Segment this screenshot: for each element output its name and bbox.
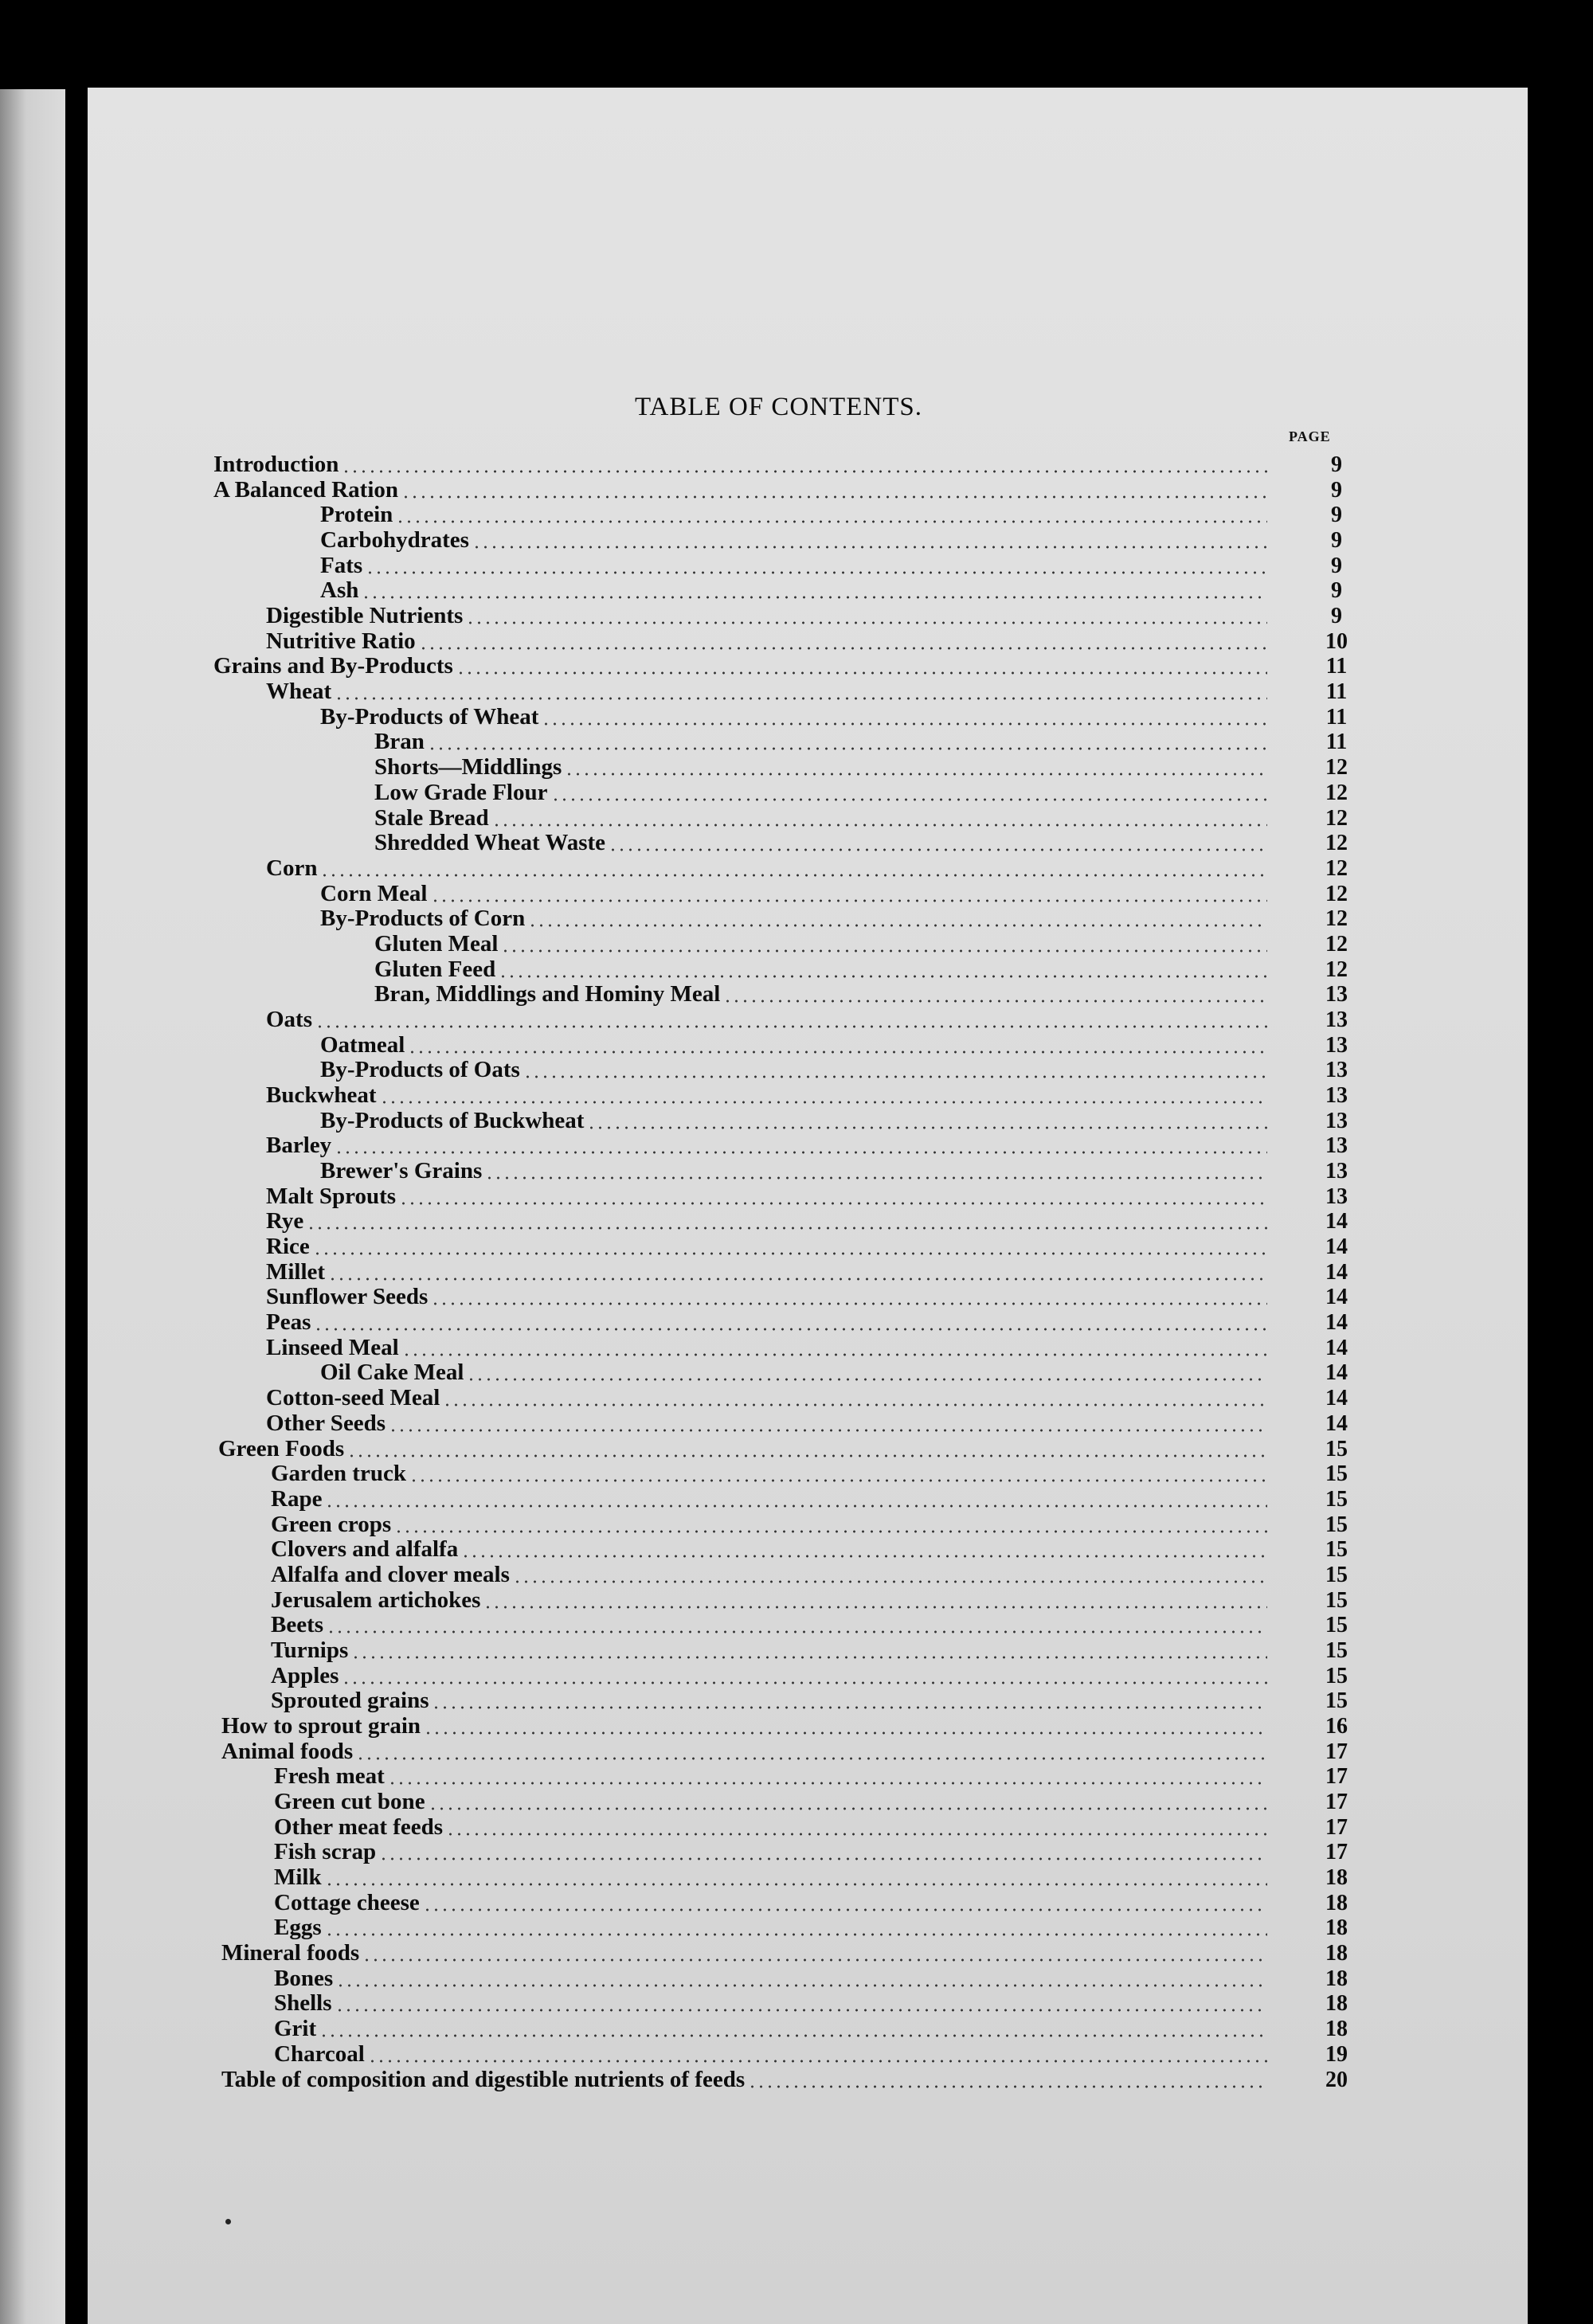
dot-leader [389, 1429, 1267, 1432]
dot-leader [485, 1176, 1267, 1180]
dot-leader [528, 924, 1267, 927]
toc-entry-page: 15 [1325, 1638, 1348, 1663]
dot-leader [379, 1857, 1267, 1860]
dot-leader [456, 671, 1267, 675]
toc-entry-label: Fresh meat [274, 1763, 385, 1789]
toc-entry-label: Fats [320, 553, 363, 578]
toc-entry-label: Bones [274, 1966, 334, 1991]
toc-entry-label: Stale Bread [374, 805, 489, 831]
toc-entry [266, 603, 1342, 629]
toc-entry-label: Oil Cake Meal [320, 1360, 464, 1385]
toc-entry-label: Carbohydrates [320, 527, 469, 553]
toc-entry [266, 1082, 1348, 1109]
dot-leader [483, 1606, 1267, 1609]
toc-entry-page: 9 [1331, 528, 1342, 553]
dot-leader [609, 848, 1267, 851]
toc-entry-label: Clovers and alfalfa [271, 1536, 459, 1562]
toc-entry [320, 1108, 1348, 1134]
dot-leader [347, 1454, 1267, 1457]
dot-leader [542, 722, 1267, 726]
toc-entry-label: Peas [266, 1309, 311, 1335]
toc-entry-label: Grit [274, 2016, 317, 2041]
toc-entry-page: 17 [1325, 1840, 1348, 1864]
toc-entry-label: Fish scrap [274, 1839, 377, 1864]
toc-entry-label: Introduction [213, 452, 339, 477]
toc-entry-page: 15 [1325, 1688, 1348, 1713]
toc-entry [266, 1385, 1348, 1411]
toc-entry [374, 830, 1348, 856]
toc-entry-page: 14 [1325, 1386, 1348, 1410]
dot-leader [513, 1580, 1267, 1583]
toc-entry-page: 12 [1325, 906, 1348, 931]
toc-entry [221, 1713, 1348, 1739]
toc-entry-label: Green cut bone [274, 1789, 425, 1814]
toc-entry-label: Oatmeal [320, 1032, 405, 1058]
toc-entry-page: 18 [1325, 1891, 1348, 1915]
dot-leader [501, 949, 1267, 953]
dot-leader [368, 2060, 1267, 2063]
toc-entry [271, 1512, 1348, 1538]
dot-leader [432, 1706, 1267, 1709]
toc-entry [266, 1259, 1348, 1285]
toc-entry-page: 12 [1325, 882, 1348, 906]
toc-entry [374, 729, 1348, 755]
toc-entry [266, 1234, 1348, 1260]
dot-leader [461, 1555, 1267, 1558]
toc-entry-page: 18 [1325, 2017, 1348, 2041]
toc-entry-page: 15 [1325, 1437, 1348, 1461]
toc-entry [320, 527, 1342, 554]
dot-leader [320, 874, 1267, 877]
toc-entry-label: Green Foods [218, 1436, 345, 1461]
dot-leader [319, 2034, 1267, 2037]
toc-entry [320, 906, 1348, 932]
toc-entry-label: Animal foods [221, 1739, 354, 1764]
page-title: TABLE OF CONTENTS. [635, 393, 922, 421]
dot-leader [409, 1479, 1267, 1482]
dot-leader [428, 747, 1267, 750]
toc-entry-label: Ash [320, 577, 359, 603]
toc-entry [266, 1133, 1348, 1159]
toc-entry-page: 14 [1325, 1234, 1348, 1259]
toc-entry-page: 9 [1331, 503, 1342, 527]
toc-entry-page: 13 [1325, 1109, 1348, 1133]
toc-entry-label: Other Seeds [266, 1410, 386, 1436]
dot-leader [472, 546, 1267, 549]
toc-entry-label: Millet [266, 1259, 326, 1285]
toc-entry [271, 1663, 1348, 1689]
dot-leader [325, 1504, 1267, 1508]
toc-entry-page: 11 [1325, 730, 1348, 754]
dot-leader [523, 1075, 1267, 1078]
toc-entry [374, 981, 1348, 1007]
toc-entry-label: Digestible Nutrients [266, 603, 464, 628]
dot-leader [565, 773, 1267, 776]
toc-entry-label: Sunflower Seeds [266, 1284, 429, 1309]
toc-entry [320, 881, 1348, 907]
toc-entry [271, 1562, 1348, 1588]
toc-entry-page: 9 [1331, 554, 1342, 578]
toc-entry [271, 1587, 1348, 1614]
toc-entry-label: By-Products of Wheat [320, 704, 539, 730]
toc-entry-label: Bran [374, 729, 425, 754]
toc-entry-page: 13 [1325, 1033, 1348, 1058]
dot-leader [423, 1908, 1267, 1911]
toc-entry-label: Oats [266, 1007, 312, 1032]
toc-entry-page: 14 [1325, 1411, 1348, 1436]
toc-entry [374, 931, 1348, 957]
toc-entry [274, 1814, 1348, 1841]
toc-entry-label: Nutritive Ratio [266, 628, 416, 654]
toc-entry-label: Cottage cheese [274, 1890, 420, 1915]
toc-entry-page: 15 [1325, 1487, 1348, 1512]
toc-entry-label: Protein [320, 502, 393, 527]
toc-entry [271, 1461, 1348, 1487]
toc-entry-page: 17 [1325, 1815, 1348, 1840]
toc-entry-page: 12 [1325, 856, 1348, 881]
toc-entry-page: 17 [1325, 1739, 1348, 1764]
toc-entry-page: 11 [1325, 654, 1348, 679]
toc-entry-label: Table of composition and digestible nutrients of feeds [221, 2067, 746, 2092]
toc-entry-page: 19 [1325, 2042, 1348, 2067]
dot-leader [551, 798, 1268, 801]
dot-leader [342, 1681, 1267, 1684]
toc-entry [266, 855, 1348, 882]
dot-leader [342, 470, 1267, 473]
dot-leader [335, 2009, 1267, 2012]
toc-entry-label: Rice [266, 1234, 310, 1259]
toc-entry-page: 15 [1325, 1537, 1348, 1562]
toc-entry-label: Shorts—Middlings [374, 754, 562, 780]
toc-entry-label: A Balanced Ration [213, 477, 399, 503]
toc-entry [274, 2016, 1348, 2042]
toc-entry [213, 452, 1342, 478]
dot-leader [723, 1000, 1267, 1003]
toc-entry-page: 15 [1325, 1461, 1348, 1486]
toc-entry-label: Malt Sprouts [266, 1184, 397, 1209]
dot-leader [429, 1807, 1267, 1810]
toc-entry [320, 553, 1342, 579]
dot-leader [307, 1227, 1267, 1230]
dot-leader [366, 571, 1267, 574]
dot-leader [401, 495, 1267, 499]
dot-leader [419, 647, 1267, 650]
toc-entry-label: Shells [274, 1990, 332, 2016]
toc-entry-label: Milk [274, 1864, 322, 1890]
toc-entry-label: Linseed Meal [266, 1335, 399, 1360]
toc-entry [320, 1057, 1348, 1083]
toc-entry-label: Grains and By-Products [213, 653, 453, 679]
toc-entry [266, 1007, 1348, 1033]
toc-entry-label: Apples [271, 1663, 339, 1688]
toc-entry [218, 1436, 1348, 1462]
toc-entry-page: 13 [1325, 1159, 1348, 1184]
toc-entry [266, 1208, 1348, 1234]
dot-leader [335, 697, 1267, 700]
toc-entry-page: 13 [1325, 982, 1348, 1007]
dot-leader [446, 1833, 1267, 1836]
dot-leader [325, 1933, 1267, 1936]
toc-entry-label: Cotton-seed Meal [266, 1385, 440, 1410]
toc-entry-label: Other meat feeds [274, 1814, 444, 1840]
toc-entry-label: By-Products of Buckwheat [320, 1108, 585, 1133]
toc-entry-page: 12 [1325, 755, 1348, 780]
toc-entry-label: Charcoal [274, 2041, 365, 2067]
dot-leader [314, 1328, 1267, 1331]
dot-leader [443, 1403, 1267, 1407]
dot-leader [388, 1782, 1267, 1785]
toc-entry-page: 18 [1325, 1991, 1348, 2016]
toc-entry [320, 1158, 1348, 1184]
toc-entry-page: 15 [1325, 1563, 1348, 1587]
toc-entry-page: 16 [1325, 1714, 1348, 1739]
toc-entry [274, 2041, 1348, 2068]
dot-leader [327, 1630, 1267, 1633]
toc-entry-page: 14 [1325, 1260, 1348, 1285]
toc-entry [213, 477, 1342, 503]
toc-entry-page: 9 [1331, 578, 1342, 603]
toc-entry-page: 12 [1325, 932, 1348, 957]
toc-entry [320, 704, 1348, 730]
toc-entry-page: 12 [1325, 831, 1348, 855]
toc-entry-label: Bran, Middlings and Hominy Meal [374, 981, 721, 1007]
toc-entry-page: 11 [1325, 679, 1348, 704]
dot-leader [380, 1101, 1267, 1104]
toc-entry-label: Low Grade Flour [374, 780, 548, 805]
toc-entry-page: 13 [1325, 1083, 1348, 1108]
toc-entry [266, 679, 1348, 705]
toc-entry-page: 17 [1325, 1790, 1348, 1814]
toc-entry-page: 20 [1325, 2068, 1348, 2092]
toc-entry-page: 9 [1331, 452, 1342, 477]
toc-entry [266, 628, 1348, 655]
toc-entry-page: 9 [1331, 478, 1342, 503]
dot-leader [467, 1378, 1267, 1381]
toc-entry [320, 502, 1342, 528]
toc-entry [266, 1410, 1348, 1437]
dot-leader [492, 824, 1267, 827]
toc-entry-label: Gluten Feed [374, 957, 496, 982]
toc-entry-label: Sprouted grains [271, 1688, 429, 1713]
dot-leader [431, 899, 1268, 902]
toc-entry-label: Green crops [271, 1512, 392, 1537]
dot-leader [399, 1202, 1267, 1205]
dot-leader [587, 1126, 1267, 1129]
toc-entry-label: Turnips [271, 1637, 349, 1663]
dot-leader [313, 1252, 1267, 1255]
toc-entry [274, 1864, 1348, 1891]
toc-entry-page: 15 [1325, 1512, 1348, 1537]
toc-entry-page: 14 [1325, 1336, 1348, 1360]
page-column-header: PAGE [1289, 428, 1331, 444]
toc-entry [271, 1536, 1348, 1563]
dot-leader [356, 1757, 1267, 1760]
toc-entry-page: 11 [1325, 705, 1348, 730]
dot-leader [336, 1984, 1267, 1987]
toc-entry [266, 1284, 1348, 1310]
toc-entry [221, 1739, 1348, 1765]
toc-entry-label: Brewer's Grains [320, 1158, 483, 1184]
toc-entry [221, 1940, 1348, 1966]
toc-entry-page: 13 [1325, 1184, 1348, 1209]
adjacent-page-edge [0, 89, 65, 2324]
dot-leader [325, 1883, 1267, 1886]
toc-entry-page: 12 [1325, 957, 1348, 982]
toc-entry-label: Shredded Wheat Waste [374, 830, 606, 855]
toc-entry-label: Jerusalem artichokes [271, 1587, 481, 1613]
toc-entry-page: 18 [1325, 1941, 1348, 1966]
toc-entry-label: By-Products of Corn [320, 906, 526, 931]
toc-entry-page: 10 [1325, 629, 1348, 654]
toc-entry-label: Rye [266, 1208, 304, 1234]
scan-speck [225, 2219, 231, 2224]
toc-entry-label: Beets [271, 1612, 324, 1637]
toc-entry-page: 14 [1325, 1310, 1348, 1335]
toc-entry [320, 1032, 1348, 1058]
toc-entry-page: 15 [1325, 1613, 1348, 1637]
dot-leader [362, 596, 1267, 599]
toc-entry [271, 1612, 1348, 1638]
toc-entry [274, 1839, 1348, 1865]
dot-leader [499, 975, 1267, 978]
toc-entry [274, 1763, 1348, 1790]
dot-leader [396, 520, 1267, 523]
dot-leader [362, 1958, 1267, 1962]
toc-entry-page: 15 [1325, 1588, 1348, 1613]
toc-entry [374, 957, 1348, 983]
toc-entry [213, 653, 1348, 679]
toc-entry [320, 1360, 1348, 1386]
toc-entry [266, 1184, 1348, 1210]
toc-entry-label: Rape [271, 1486, 323, 1512]
toc-entry-label: Alfalfa and clover meals [271, 1562, 510, 1587]
toc-entry [266, 1309, 1348, 1336]
toc-entry-label: Corn Meal [320, 881, 428, 906]
toc-entry [221, 2067, 1348, 2093]
dot-leader [408, 1050, 1267, 1054]
toc-entry-label: How to sprout grain [221, 1713, 421, 1739]
dot-leader [748, 2085, 1267, 2088]
toc-entry-label: Eggs [274, 1915, 322, 1940]
toc-entry [374, 805, 1348, 831]
toc-entry-page: 14 [1325, 1209, 1348, 1234]
toc-entry-label: Buckwheat [266, 1082, 377, 1108]
toc-entry-page: 18 [1325, 1865, 1348, 1890]
toc-entry-page: 18 [1325, 1915, 1348, 1940]
toc-entry-page: 13 [1325, 1058, 1348, 1082]
dot-leader [466, 621, 1267, 624]
toc-entry-page: 13 [1325, 1007, 1348, 1032]
toc-entry-page: 9 [1331, 604, 1342, 628]
toc-entry-label: Corn [266, 855, 318, 881]
toc-entry [274, 1966, 1348, 1992]
toc-entry [274, 1789, 1348, 1815]
dot-leader [351, 1656, 1267, 1659]
toc-entry [271, 1637, 1348, 1664]
toc-entry [266, 1335, 1348, 1361]
dot-leader [402, 1353, 1267, 1356]
toc-entry [274, 1990, 1348, 2017]
toc-entry-label: Garden truck [271, 1461, 406, 1486]
toc-entry-label: Mineral foods [221, 1940, 360, 1966]
toc-entry-page: 18 [1325, 1966, 1348, 1991]
toc-entry-label: Gluten Meal [374, 931, 499, 957]
toc-entry-page: 12 [1325, 806, 1348, 831]
dot-leader [328, 1277, 1267, 1281]
dot-leader [394, 1530, 1267, 1533]
toc-entry-page: 13 [1325, 1133, 1348, 1158]
toc-entry-label: Barley [266, 1133, 332, 1158]
toc-entry-page: 12 [1325, 781, 1348, 805]
toc-entry [271, 1486, 1348, 1512]
toc-entry [271, 1688, 1348, 1714]
toc-entry-page: 15 [1325, 1664, 1348, 1688]
toc-entry [274, 1915, 1348, 1941]
toc-entry-label: Wheat [266, 679, 332, 704]
dot-leader [424, 1731, 1267, 1735]
dot-leader [431, 1302, 1267, 1305]
toc-entry-page: 14 [1325, 1285, 1348, 1309]
toc-entry [374, 754, 1348, 781]
toc-entry-page: 17 [1325, 1764, 1348, 1789]
dot-leader [315, 1025, 1267, 1028]
toc-entry [374, 780, 1348, 806]
toc-entry [320, 577, 1342, 604]
dot-leader [335, 1151, 1267, 1154]
toc-entry-label: By-Products of Oats [320, 1057, 520, 1082]
toc-entry-page: 14 [1325, 1360, 1348, 1385]
toc-entry [274, 1890, 1348, 1916]
